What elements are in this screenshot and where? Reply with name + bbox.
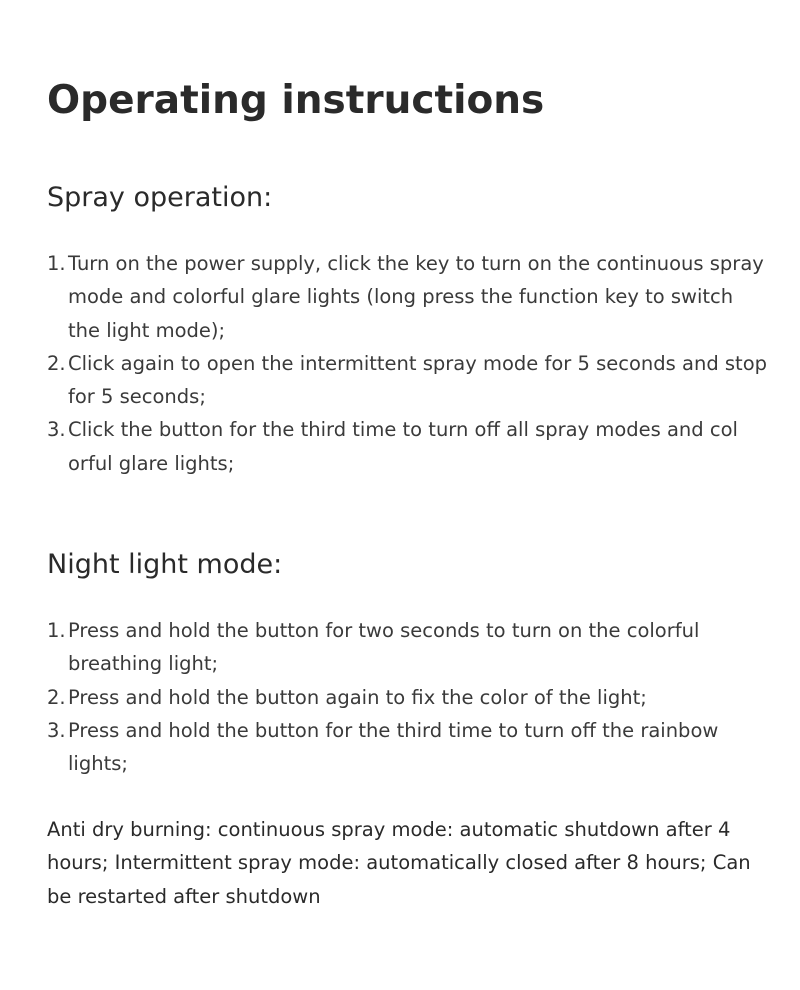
night-step-2 xyxy=(47,681,767,714)
step-number: 1. xyxy=(47,252,66,275)
night-step-1 xyxy=(47,614,767,681)
spray-steps-list xyxy=(47,247,767,480)
step-text: Click again to open the intermittent spray mode for 5 seconds and stop for 5 seconds; xyxy=(68,351,768,409)
step-text: Click the button for the third time to turn off all spray modes and col orful glare lights; xyxy=(68,418,738,475)
step-text: Press and hold the button again to fix the color of the light; xyxy=(68,685,647,709)
step-number: 1. xyxy=(47,619,66,642)
page-title: Operating instructions xyxy=(47,78,545,123)
spray-step-2 xyxy=(47,347,767,414)
step-number: 2. xyxy=(47,351,66,375)
step-text: Press and hold the button for two seconds to turn on the colorful breathing light; xyxy=(68,619,700,676)
step-text: Press and hold the button for the third time to turn off the rainbow lights; xyxy=(68,718,719,776)
spray-step-3 xyxy=(47,413,767,480)
night-step-3 xyxy=(47,714,767,781)
step-number: 2. xyxy=(47,685,66,709)
spray-operation-heading: Spray operation: xyxy=(47,182,273,213)
step-number: 3. xyxy=(47,718,66,742)
step-number: 3. xyxy=(47,418,66,442)
night-light-heading: Night light mode: xyxy=(47,549,283,580)
night-steps-list xyxy=(47,614,767,780)
spray-step-1 xyxy=(47,247,767,347)
step-text: Turn on the power supply, click the key to turn on the continuous spray mode and colorful glare lights (long press the function key to switch the light mode); xyxy=(68,252,764,342)
anti-dry-burning-note: Anti dry burning: continuous spray mode: automatic shutdown after 4 hours; Intermittent spray mode: automatically closed after 8 hours; Can be restarted after shutdown xyxy=(47,818,751,908)
